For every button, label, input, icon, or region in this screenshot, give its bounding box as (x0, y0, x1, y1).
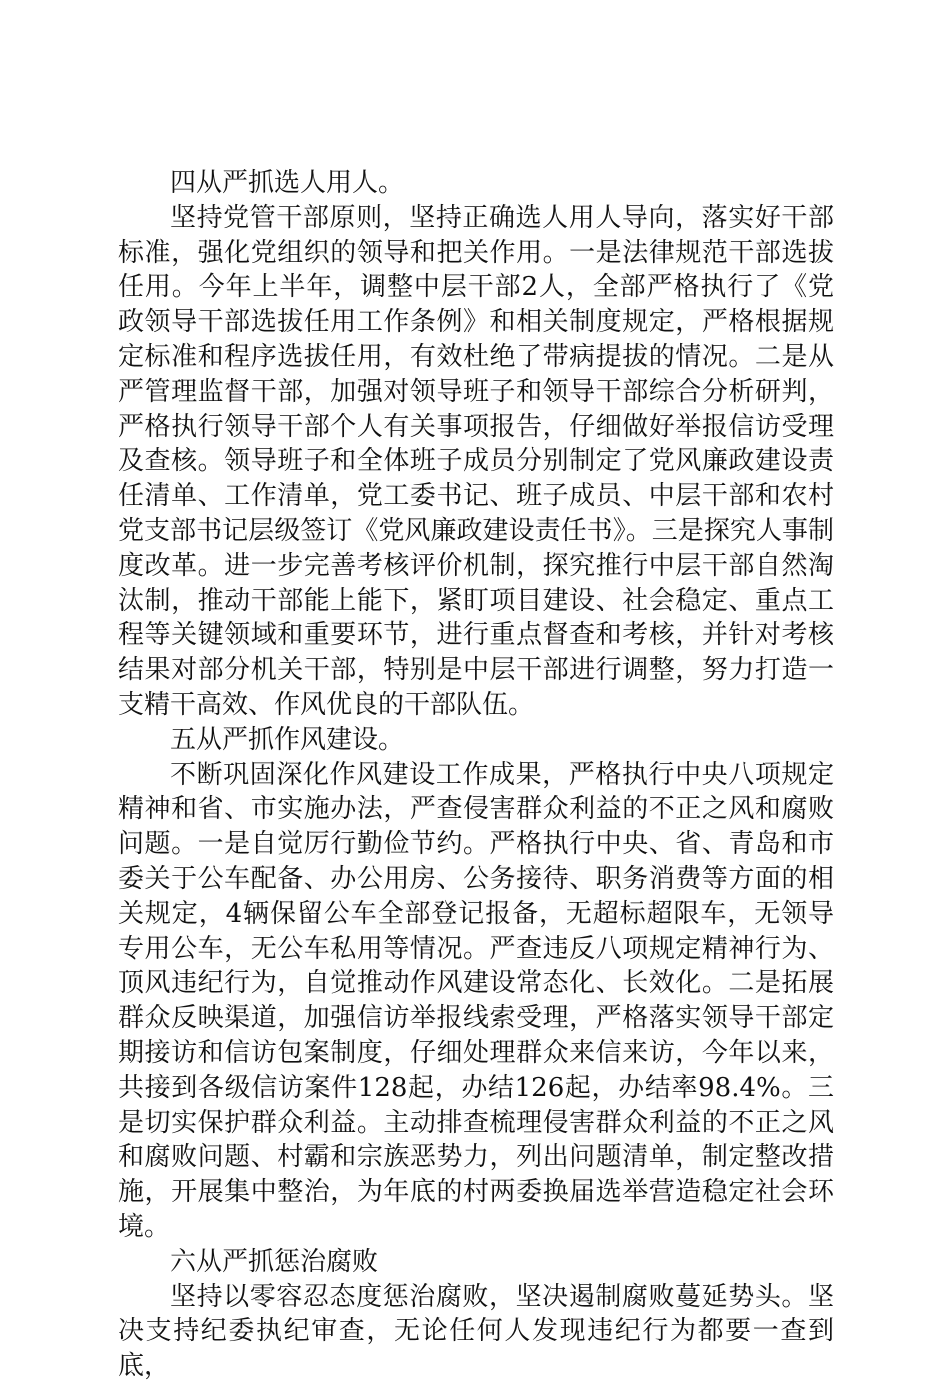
section-heading-6: 六从严抓惩治腐败 (170, 1246, 379, 1277)
body-paragraph: 不断巩固深化作风建设工作成果，严格执行中央八项规定精神和省、市实施办法，严查侵害群众利益的不正之风和腐败问题。一是自觉厉行勤俭节约。严格执行中央、省、青岛和市委关于公车配备、办公用房、公务接待、职务消费等方面的相关规定，4辆保留公车全部登记报备，无超标超限车，无领导专用公车，无公车私用等情况。严查违反八项规定精神行为、顶风违纪行为，自觉推动作风建设常态化、长效化。二是拓展群众反映渠道，加强信访举报线索受理，严格落实领导干部定期接访和信访包案制度，仔细处理群众来信来访，今年以来，共接到各级信访案件128起，办结126起，办结率98.4%。三是切实保护群众利益。主动排查梳理侵害群众利益的不正之风和腐败问题、村霸和宗族恶势力，列出问题清单，制定整改措施，开展集中整治，为年底的村两委换届选举营造稳定社会环境。 (118, 759, 834, 1242)
document-body (118, 166, 834, 1384)
section-heading-4: 四从严抓选人用人。 (170, 168, 405, 198)
body-paragraph: 坚持以零容忍态度惩治腐败，坚决遏制腐败蔓延势头。坚决支持纪委执纪审查，无论任何人发现违纪行为都要一查到底， (118, 1281, 834, 1382)
body-paragraph: 坚持党管干部原则，坚持正确选人用人导向，落实好干部标准，强化党组织的领导和把关作用。一是法律规范干部选拔任用。今年上半年，调整中层干部2人，全部严格执行了《党政领导干部选拔任用工作条例》和相关制度规定，严格根据规定标准和程序选拔任用，有效杜绝了带病提拔的情况。二是从严管理监督干部，加强对领导班子和领导干部综合分析研判，严格执行领导干部个人有关事项报告，仔细做好举报信访受理及查核。领导班子和全体班子成员分别制定了党风廉政建设责任清单、工作清单，党工委书记、班子成员、中层干部和农村党支部书记层级签订《党风廉政建设责任书》。三是探究人事制度改革。进一步完善考核评价机制，探究推行中层干部自然淘汰制，推动干部能上能下，紧盯项目建设、社会稳定、重点工程等关键领域和重要环节，进行重点督查和考核，并针对考核结果对部分机关干部，特别是中层干部进行调整，努力打造一支精干高效、作风优良的干部队伍。 (118, 202, 834, 720)
section-heading-5: 五从严抓作风建设。 (170, 724, 405, 755)
